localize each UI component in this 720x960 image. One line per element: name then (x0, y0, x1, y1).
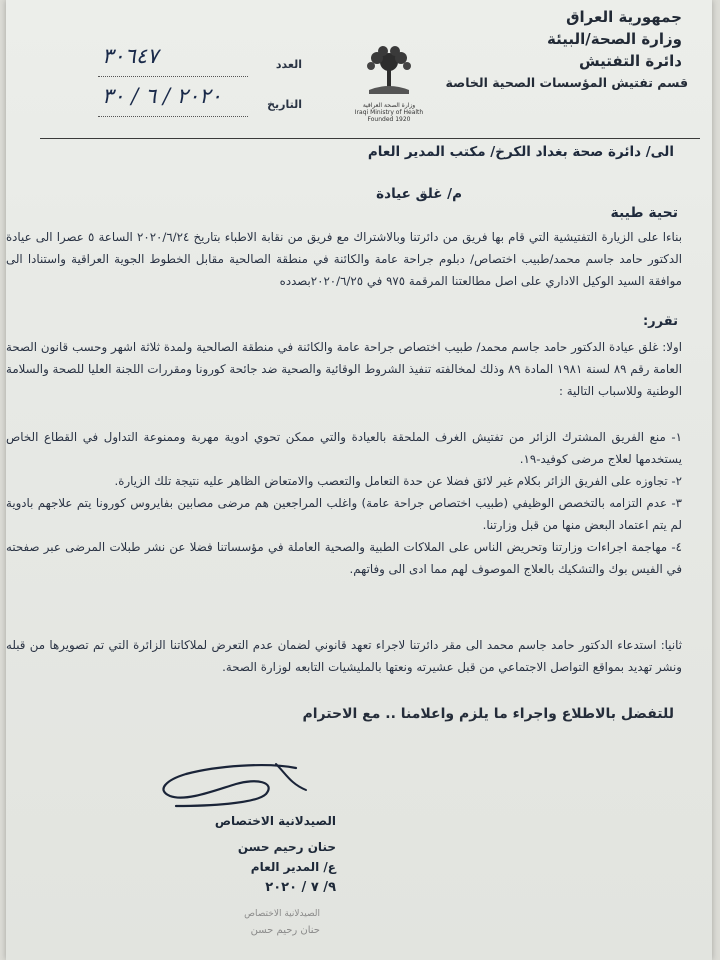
republic-name: جمهورية العراق (566, 8, 682, 26)
logo-founded: Founded 1920 (367, 116, 411, 123)
handwritten-signature (146, 760, 336, 820)
ministry-name: وزارة الصحة/البيئة (547, 30, 682, 48)
second-decision: ثانيا: استدعاء الدكتور حامد جاسم محمد الى مقر دائرتنا لاجراء تعهد قانوني لضمان عدم التعرض لملاكاتنا الزائرة التي تم تصويرها من قبله ونشر تهديد بمواقع التواصل الاجتماعي من قبل عشيرته ونعتها بالمليشيات التابعه لوزارة الصحة. (6, 638, 682, 674)
list-item: ٢- تجاوزه على الفريق الزائر بكلام غير لائق فضلا عن حدة التعامل والتعصب والامتعاض الظاهر عليه نتيجة تلك الزيارة. (114, 474, 682, 488)
list-item: ٣- عدم التزامه بالتخصص الوظيفي (طبيب اختصاص جراحة عامة) واغلب المراجعين هم مرضى مصابين بفايروس كورونا يتم علاجهم بادوية لم يتم اعتماد البعض منها من قبل وزارتنا. (6, 496, 682, 532)
reference-block (88, 40, 308, 120)
decision-heading: تقرر: (642, 314, 678, 329)
date-label: التاريخ (267, 98, 302, 111)
list-item: ١- منع الفريق المشترك الزائر من تفتيش الغرف الملحقة بالعيادة والتي ممكن تحوي ادوية مهربة وممنوعة التداول في القطاع الخاص يستخدمها لعلاج مرضى كوفيد-١٩. (6, 430, 682, 466)
greeting: تحية طيبة (610, 205, 678, 221)
closing-line: للتفضل بالاطلاع واجراء ما يلزم واعلامنا .. مع الاحترام (302, 706, 674, 722)
number-row (88, 40, 308, 80)
recipient-line: الى/ دائرة صحة بغداد الكرخ/ مكتب المدير العام (367, 144, 674, 160)
logo-caption (339, 102, 439, 123)
logo-caption-en: Iraqi Ministry of Health (354, 109, 424, 116)
signatory-role: ع/ المدير العام (250, 860, 336, 874)
faded-stamp (146, 905, 326, 955)
date-row (88, 80, 308, 120)
letterhead-right (442, 6, 688, 94)
palm-tree-icon (339, 40, 439, 102)
reasons-list (6, 426, 682, 580)
stamp-line-1: الصيدلانية الاختصاص (244, 909, 320, 919)
signature-date: ٩/ ٧ / ٢٠٢٠ (265, 880, 336, 895)
section-name: قسم تفتيش المؤسسات الصحية الخاصة (445, 75, 688, 90)
ministry-logo (339, 40, 439, 130)
number-value: ٣٠٦٤٧ (102, 44, 159, 68)
list-item: ٤- مهاجمة اجراءات وزارتنا وتحريض الناس على الملاكات الطبية والصحية العاملة في مؤسساتنا فضلا عن نشر طبلات المرضى عبر صفحته في الفيس بوك والتشكيك بالعلاج الموصوف لهم مما ادى الى وفاتهم. (6, 540, 682, 576)
intro-paragraph: بناءا على الزيارة التفتيشية التي قام بها فريق من دائرتنا وبالاشتراك مع فريق من نقابة الاطباء بتاريخ ٢٠٢٠/٦/٢٤ الساعة ٥ عصرا الى عيادة الدكتور حامد جاسم محمد/طبيب اختصاص/ دبلوم جراحة عامة والكائنة في منطقة الصالحية مقابل الخطوط الجوية العراقية واستنادا الى موافقة السيد الوكيل الاداري على اصل مطالعتنا المرقمة ٩٧٥ في ٢٠٢٠/٦/٢٥بصدده (6, 230, 682, 288)
first-decision: اولا: غلق عيادة الدكتور حامد جاسم محمد/ طبيب اختصاص جراحة عامة والكائنة في منطقة الصالحية ولمدة ثلاثة اشهر وحسب قانون الصحة العامة رقم ٨٩ لسنة ١٩٨١ المادة ٨٩ وذلك لمخالفته تنفيذ الشروط الوقائية والصحية ضد جائحة كورونا ومقررات اللجنة العليا للصحة والسلامة الوطنية وللاسباب التالية : (6, 340, 682, 398)
number-label: العدد (275, 58, 302, 71)
header-divider (40, 138, 700, 139)
letter-page (6, 0, 712, 960)
signatory-title: الصيدلانية الاختصاص (214, 814, 336, 828)
logo-caption-ar: وزارة الصحة العراقية (362, 102, 416, 109)
directorate-name: دائرة التفتيش (578, 52, 682, 70)
stamp-line-2: حنان رحيم حسن (250, 925, 320, 936)
date-value: ٢٠٢٠ / ٦ / ٣٠ (102, 84, 222, 108)
subject-line: م/ غلق عيادة (376, 186, 462, 202)
signatory-name: حنان رحيم حسن (237, 840, 336, 854)
